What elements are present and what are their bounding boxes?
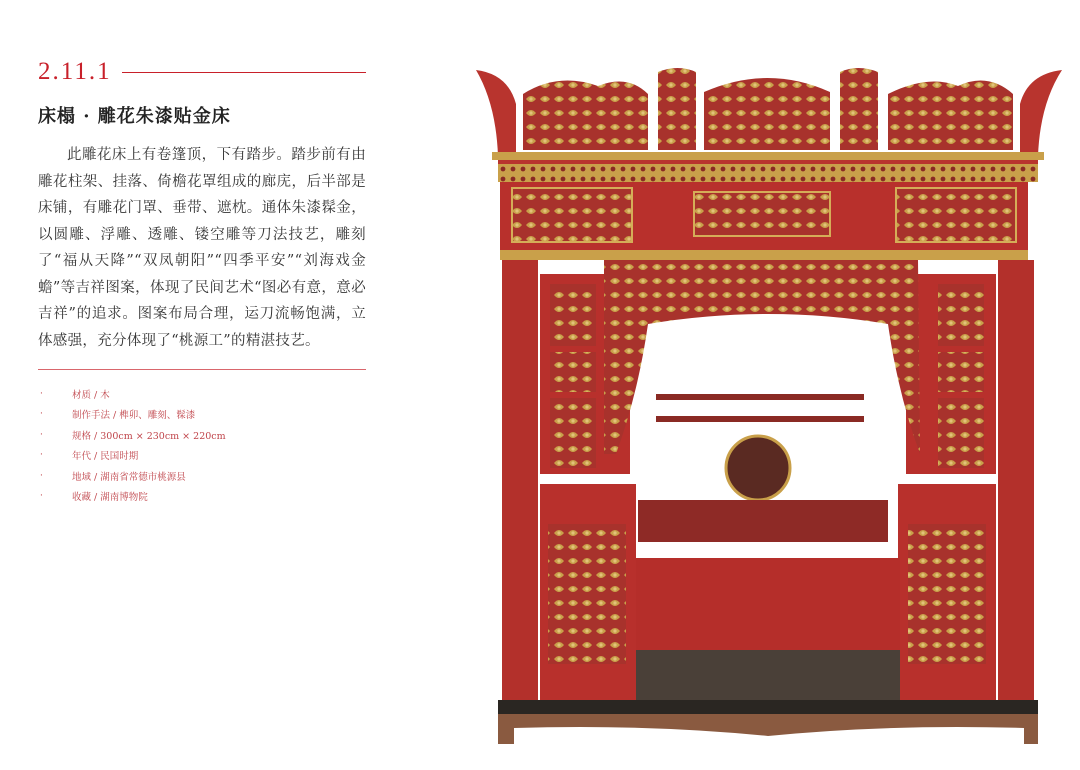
page-title: 床榻 · 雕花朱漆贴金床 [38, 106, 231, 127]
bullet-icon: · [40, 450, 43, 461]
spec-text: 材质 / 木 [72, 389, 110, 401]
spec-item [38, 466, 366, 487]
description-paragraph: 此雕花床上有卷篷顶，下有踏步。踏步前有由雕花柱架、挂落、倚檐花罩组成的廊庑，后半部是床铺，有雕花门罩、垂带、遮枕。通体朱漆髹金，以圆雕、浮雕、透雕、镂空雕等刀法技艺，雕刻了“福从天降”“双凤朝阳”“四季平安”“刘海戏金蟾”等吉祥图案，体现了民间艺术“图必有意，意必吉祥”的追求。图案布局合理，运刀流畅饱满，立体感强，充分体现了“桃源工”的精湛技艺。 [38, 147, 366, 349]
carved-bed-illustration [468, 64, 1068, 749]
spec-text: 收藏 / 湖南博物院 [72, 492, 148, 504]
spec-item [38, 425, 366, 446]
spec-item [38, 384, 366, 405]
section-rule [122, 72, 366, 73]
spec-text: 年代 / 民国时期 [72, 451, 139, 463]
bullet-icon: · [40, 470, 43, 481]
spec-item [38, 486, 366, 507]
bullet-icon: · [40, 388, 43, 399]
spec-list [38, 384, 366, 507]
bed-photograph [468, 64, 1068, 749]
divider [38, 369, 366, 370]
spec-text: 规格 / 300cm × 230cm × 220cm [72, 430, 226, 442]
spec-item [38, 404, 366, 425]
bullet-icon: · [40, 409, 43, 420]
text-column [38, 56, 366, 507]
section-header [38, 56, 366, 86]
spec-text: 制作手法 / 榫卯、雕刻、髹漆 [72, 410, 196, 422]
spec-item [38, 445, 366, 466]
section-number: 2.11.1 [38, 57, 112, 85]
bullet-icon: · [40, 429, 43, 440]
spec-text: 地域 / 湖南省常德市桃源县 [72, 471, 186, 483]
bullet-icon: · [40, 491, 43, 502]
